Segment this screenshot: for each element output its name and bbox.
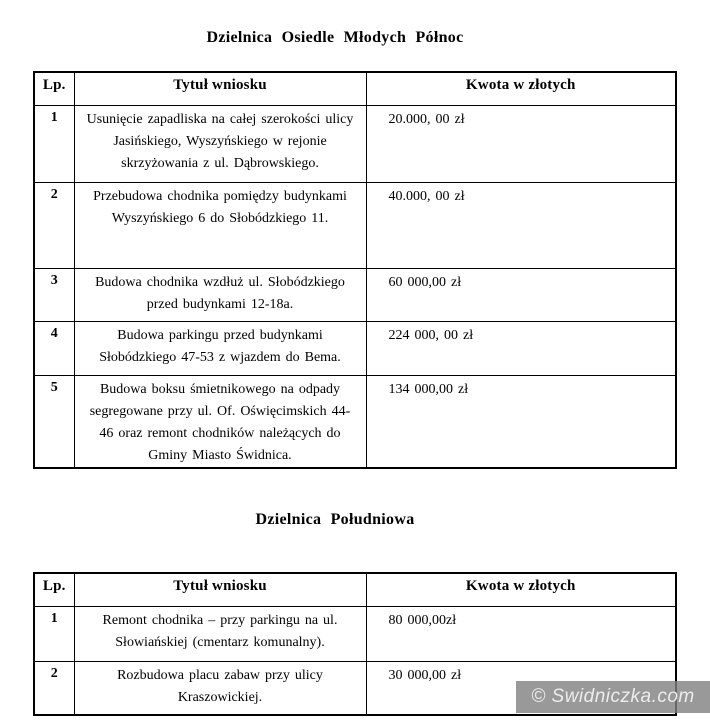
column-header-amount: Kwota w złotych [366,72,676,105]
amount-cell: 20.000, 00 zł [366,105,676,182]
section-title-north: Dzielnica Osiedle Młodych Północ [206,29,464,46]
section-title-south: Dzielnica Południowa [255,511,415,528]
column-header-lp: Lp. [34,72,74,105]
row-number-cell: 3 [34,268,74,321]
amount-cell: 224 000, 00 zł [366,321,676,375]
request-title-cell: Budowa parkingu przed budynkami Słobódzkiego 47-53 z wjazdem do Bema. [74,321,366,375]
requests-table-north [33,71,677,469]
request-title-cell: Rozbudowa placu zabaw przy ulicy Kraszowickiej. [74,661,366,715]
table-header-row [34,72,676,105]
table-row [34,182,676,268]
row-number-cell: 2 [34,182,74,268]
request-title-cell: Budowa boksu śmietnikowego na odpady segregowane przy ul. Of. Oświęcimskich 44-46 oraz remont chodników należących do Gminy Miasto Świdnica. [74,375,366,468]
table-row [34,606,676,661]
request-title-cell: Budowa chodnika wzdłuż ul. Słobódzkiego przed budynkami 12-18a. [74,268,366,321]
row-number-cell: 1 [34,105,74,182]
table-header-row [34,573,676,606]
column-header-amount: Kwota w złotych [366,573,676,606]
watermark-text: © Swidniczka.com [531,686,695,707]
table-row [34,375,676,468]
request-title-cell: Przebudowa chodnika pomiędzy budynkami Wyszyńskiego 6 do Słobódzkiego 11. [74,182,366,268]
row-number-cell: 4 [34,321,74,375]
column-header-title: Tytuł wniosku [74,72,366,105]
request-title-cell: Usunięcie zapadliska na całej szerokości ulicy Jasińskiego, Wyszyńskiego w rejonie skrzyżowania z ul. Dąbrowskiego. [74,105,366,182]
amount-cell: 134 000,00 zł [366,375,676,468]
table-row [34,268,676,321]
amount-cell: 60 000,00 zł [366,268,676,321]
amount-cell: 30 000,00 zł [366,661,676,715]
table-row [34,321,676,375]
row-number-cell: 5 [34,375,74,468]
watermark [516,681,710,713]
column-header-title: Tytuł wniosku [74,573,366,606]
row-number-cell: 1 [34,606,74,661]
table-row [34,105,676,182]
request-title-cell: Remont chodnika – przy parkingu na ul. Słowiańskiej (cmentarz komunalny). [74,606,366,661]
column-header-lp: Lp. [34,573,74,606]
amount-cell: 40.000, 00 zł [366,182,676,268]
row-number-cell: 2 [34,661,74,715]
amount-cell: 80 000,00zł [366,606,676,661]
